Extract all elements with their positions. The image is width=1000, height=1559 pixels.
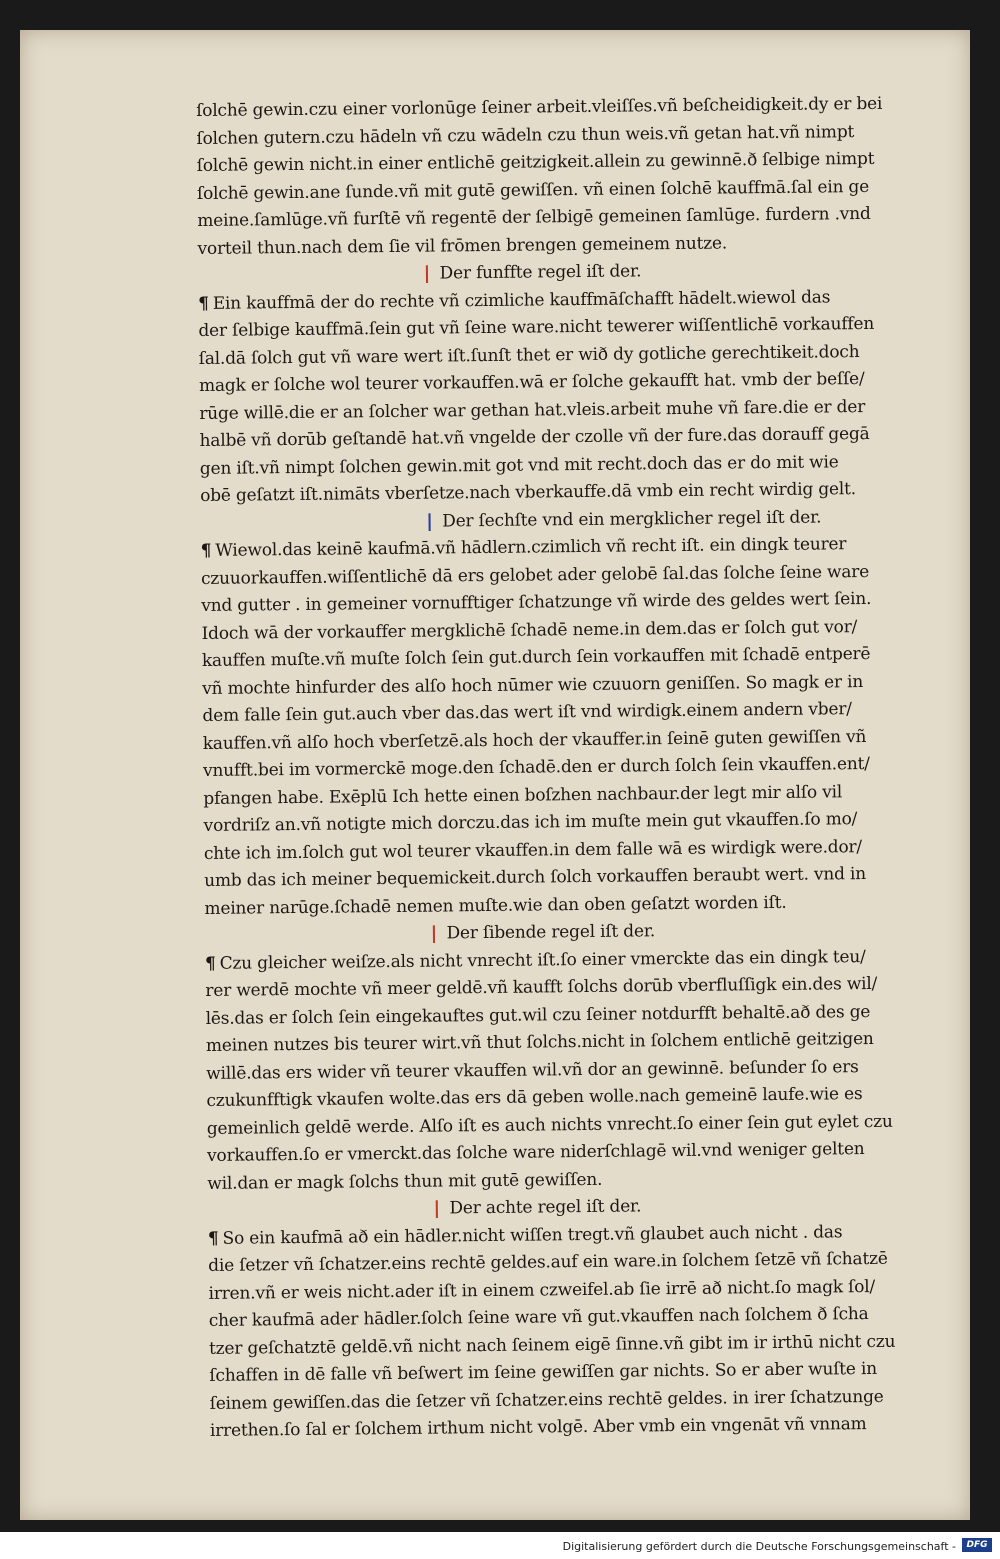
text-line: obē geſatzt iſt.nimāts vberſetze.nach vberkauffe.dā vmb ein recht wirdig gelt. [200,479,857,506]
text-line: ſolchen gutern.czu hādeln vñ czu wādeln czu thun weis.vñ getan hat.vñ nimpt [196,121,855,149]
text-line: vordriſz an.vñ notigte mich dorczu.das ich im muſte mein gut vkauffen.ſo mo/ [203,809,858,836]
pilcrow-icon: ¶ [200,540,212,561]
pilcrow-icon: ¶ [198,293,209,314]
text-line: czuuorkauffen.wiſſentlichē dā ers gelobet ader gelobē ſal.das ſolche ſeine ware [200,561,870,589]
text-line: irrethen.ſo ſal er ſolchem irthum nicht volgē. Aber vmb ein vngenāt vñ vnnam [209,1414,867,1441]
heading-text: Der ſechſte vnd ein mergklicher regel iſt der. [442,506,822,531]
text-line: lēs.das er ſolch ſein eingekauftes gut.wil czu ſeiner notdurfft behaltē.að des ge [205,1001,871,1029]
text-line: ſolchē gewin nicht.in einer entlichē geitzigkeit.allein zu gewinnē.ð ſelbige nimpt [196,148,875,176]
text-line: meinen nutzes bis teurer wirt.vñ thut ſolchs.nicht in ſolchem entlichē geitzigen [205,1028,874,1056]
text-line: vnufft.bei im vormerckē moge.den ſchadē.den er durch ſolch ſein vkauffen.ent/ [202,753,870,781]
text-line: vorkauffen.ſo er vmerckt.das ſolche ware niderſchlagē wil.vnd weniger gelten [206,1139,865,1166]
printed-text-block [196,90,954,1445]
text-line: halbē vñ dorūb geſtandē hat.vñ vngelde der czolle vñ der fure.das dorauff gegā [199,423,870,451]
text-line: kauffen muſte.vñ muſte ſolch ſein gut.durch ſein vorkauffen mit ſchadē entperē [201,643,871,671]
pilcrow-icon: ¶ [207,1228,219,1249]
text-line: pfangen habe. Exēplū Ich hette einen boſzhen nachbaur.der legt mir alſo vil [203,781,843,809]
text-line: rūge willē.die er an ſolcher war gethan hat.vleis.arbeit muhe vñ fare.die er der [199,396,866,424]
text-line: tzer geſchatztē geldē.vñ nicht nach ſeinem eigē ſinne.vñ gibt im ir irthū nicht czu [208,1331,896,1359]
rubric-mark-icon: ❘ [426,923,447,944]
footer-bar [0,1532,1000,1559]
text-line: meiner narūge.ſchadē nemen muſte.wie dan oben geſatzt worden iſt. [204,892,787,919]
text-line: rer werdē mochte vñ meer geldē.vñ kaufft ſolchs dorūb vberfluſſigk ein.des wil/ [205,973,878,1001]
text-line: der ſelbige kauffmā.ſein gut vñ ſeine ware.nicht tewerer wiſſentlichē vorkauffen [198,313,875,341]
text-line: Wiewol.das keinē kaufmā.vñ hādlern.czimlich vñ recht iſt. ein dingk teurer [215,534,847,561]
text-line: irren.vñ er weis nicht.ader iſt in einem czweifel.ab ſie irrē að nicht.ſo magk ſol/ [208,1276,876,1304]
rubric-mark-icon: ❘ [419,263,440,284]
text-line: ſal.dā ſolch gut vñ ware wert iſt.ſunſt thet er wið dy gotliche gerechtikeit.doch [198,341,860,369]
text-line: czukunfftigk vkaufen wolte.das ers dā geben wolle.nach gemeinē laufe.wie es [206,1084,863,1111]
text-line: ſolchē gewin.ane ſunde.vñ mit gutē gewiſſen. vñ einen ſolchē kauffmā.ſal ein ge [196,176,870,204]
text-line: So ein kaufmā að ein hādler.nicht wiſſen tregt.vñ glaubet auch nicht . das [222,1221,843,1249]
text-line: vnd gutter . in gemeiner vornufftiger ſchatzunge vñ wirde des geldes wert ſein. [201,588,872,616]
pilcrow-icon: ¶ [204,953,216,974]
text-line: wil.dan er magk ſolchs thun mit gutē gewiſſen. [207,1169,603,1194]
text-line: Ein kauffmā der do rechte vñ czimliche kauffmāſchafft hādelt.wiewol das [212,286,831,314]
text-line: kauffen.vñ alſo hoch vberſetzē.als hoch der vkauffer.in ſeinē guten gewiſſen vñ [202,726,867,754]
heading-text: Der funffte regel iſt der. [439,261,642,284]
text-line: magk er ſolche wol teurer vorkauffen.wā er ſolche gekaufft hat. vmb der beſſe/ [198,369,865,396]
heading-text: Der ſibende regel iſt der. [446,921,656,944]
text-line: vorteil thun.nach dem ſie vil frōmen brengen gemeinem nutze. [197,232,728,259]
text-line: willē.das ers wider vñ teurer vkauffen wil.vñ dor an gewinnē. beſunder ſo ers [206,1056,859,1084]
text-line: Czu gleicher weiſze.als nicht vnrecht iſt.ſo einer vmerckte das ein dingk teu/ [219,946,866,974]
rubric-mark-icon: ❘ [429,1198,450,1219]
dfg-logo: DFG [962,1538,992,1552]
text-line: chte ich im.ſolch gut wol teurer vkauffen.in dem falle wā es wirdigk were.dor/ [203,836,862,864]
heading-text: Der achte regel iſt der. [449,1196,642,1219]
funding-credit: Digitalisierung gefördert durch die Deutsche Forschungsgemeinschaft - [562,1540,956,1553]
text-line: die ſetzer vñ ſchatzer.eins rechtē geldes.auf ein ware.in ſolchem ſetzē vñ ſchatzē [208,1248,888,1276]
text-line: meine.ſamlūge.vñ furſtē vñ regentē der ſelbigē gemeinen ſamlūge. furdern .vnd [197,203,871,231]
text-line: gen iſt.vñ nimpt ſolchen gewin.mit got vnd mit recht.doch das er do mit wie [199,451,839,479]
text-line: cher kaufmā ader hādler.ſolch ſeine ware vñ gut.vkauffen nach ſolchem ð ſcha [208,1304,869,1331]
rubric-mark-icon: ❘ [422,510,443,532]
text-line: Idoch wā der vorkauffer mergklichē ſchadē neme.in dem.das er ſolch gut vor/ [201,616,858,644]
text-line: gemeinlich geldē werde. Alſo iſt es auch nichts vnrecht.ſo einer ſein gut eylet czu [206,1111,893,1139]
text-line: ſolchē gewin.czu einer vorlonūge ſeiner arbeit.vleiſſes.vñ beſcheidigkeit.dy er bei [196,93,883,121]
text-line: ſeinem gewiſſen.das die ſetzer vñ ſchatzer.eins rechtē geldes. in irer ſchatzunge [209,1386,884,1414]
text-line: ſchaffen in dē falle vñ beſwert im ſeine gewiſſen gar nichts. So er aber wuſte in [209,1358,878,1386]
text-line: umb das ich meiner bequemickeit.durch ſolch vorkauffen beraubt wert. vnd in [204,864,867,891]
text-line: vñ mochte hinfurder des alſo hoch nūmer wie czuuorn geniſſen. So magk er in [202,671,864,699]
text-line: dem falle ſein gut.auch vber das.das wert iſt vnd wirdigk.einem andern vber/ [202,699,852,726]
